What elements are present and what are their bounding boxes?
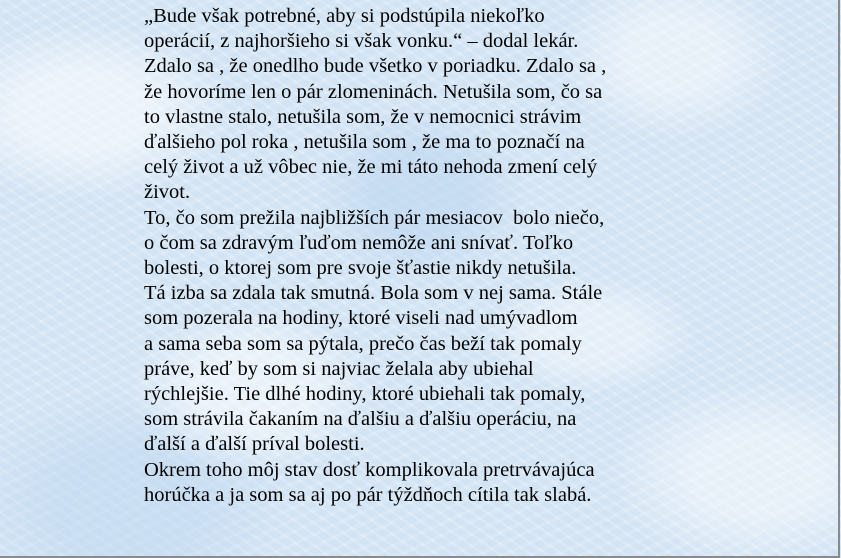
text-line: Tá izba sa zdala tak smutná. Bola som v nej sama. Stále xyxy=(144,282,603,305)
text-line: som pozerala na hodiny, ktoré viseli nad umývadlom xyxy=(144,307,578,330)
document-text xyxy=(144,4,704,508)
text-line: „Bude však potrebné, aby si podstúpila niekoľko xyxy=(144,5,545,27)
text-line: o čom sa zdravým ľuďom nemôže ani snívať. Toľko xyxy=(144,231,574,254)
text-line: To, čo som prežila najbližších pár mesiacov bolo niečo, xyxy=(144,206,605,229)
text-line: celý život a už vôbec nie, že mi táto nehoda zmení celý xyxy=(144,156,598,179)
text-line: horúčka a ja som sa aj po pár týždňoch cítila tak slabá. xyxy=(144,483,592,506)
text-line: ďalší a ďalší príval bolesti. xyxy=(144,433,365,456)
text-line: rýchlejšie. Tie dlhé hodiny, ktoré ubiehali tak pomaly, xyxy=(144,383,586,406)
text-line: to vlastne stalo, netušila som, že v nemocnici strávim xyxy=(144,105,582,128)
text-line: Zdalo sa , že onedlho bude všetko v poriadku. Zdalo sa , xyxy=(144,55,607,78)
text-line: život. xyxy=(144,181,191,204)
text-line: som strávila čakaním na ďalšiu a ďalšiu operáciu, na xyxy=(144,408,577,431)
text-line: že hovoríme len o pár zlomeninách. Netušila som, čo sa xyxy=(144,80,603,103)
text-line: operácií, z najhoršieho si však vonku.“ – dodal lekár. xyxy=(144,30,579,53)
text-line: a sama seba som sa pýtala, prečo čas beží tak pomaly xyxy=(144,332,582,355)
text-line: bolesti, o ktorej som pre svoje šťastie nikdy netušila. xyxy=(144,257,577,280)
text-line: práve, keď by som si najviac želala aby ubiehal xyxy=(144,357,534,380)
text-line: Okrem toho môj stav dosť komplikovala pretrvávajúca xyxy=(144,458,595,481)
text-line: ďalšieho pol roka , netušila som , že ma to poznačí na xyxy=(144,131,585,154)
